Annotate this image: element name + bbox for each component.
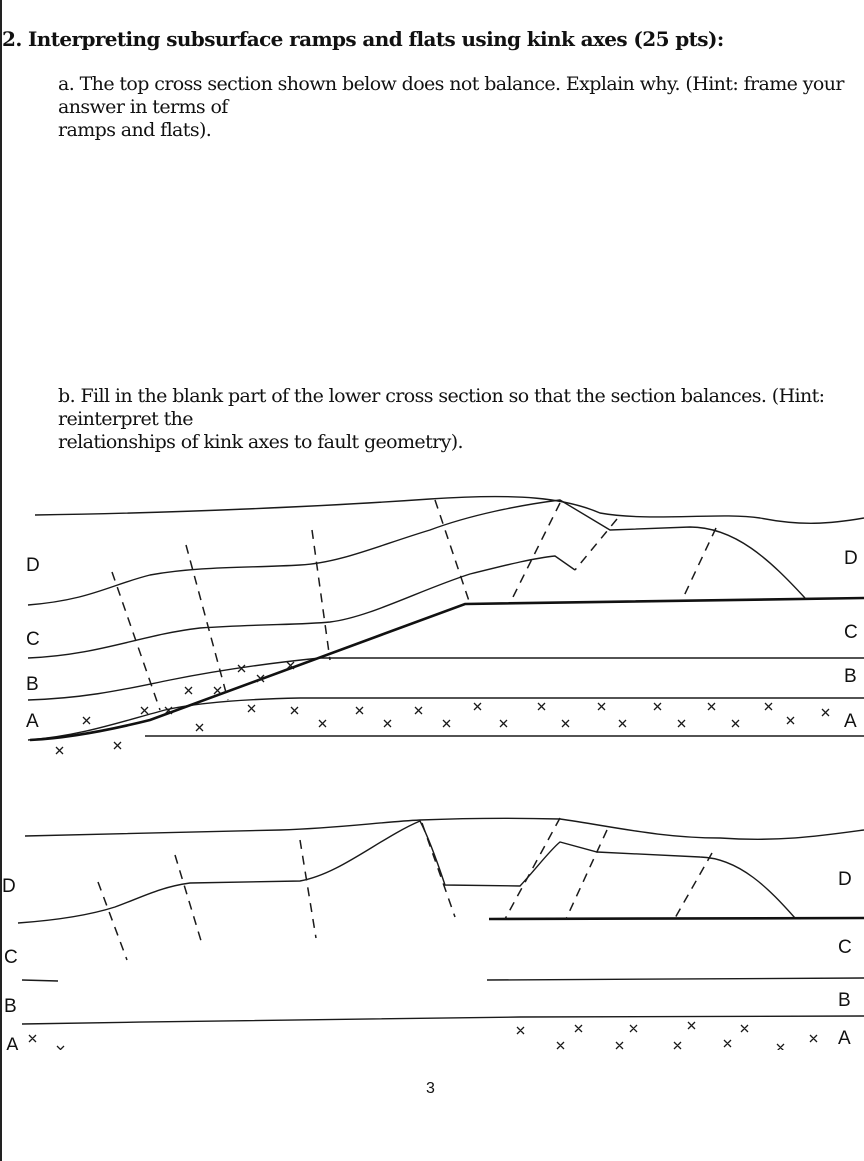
label-b-left: B bbox=[4, 996, 17, 1017]
label-a-right: A bbox=[838, 1028, 851, 1049]
kink-axis bbox=[566, 830, 607, 919]
layer-b-top-horizon bbox=[28, 658, 864, 700]
kink-axis bbox=[435, 500, 470, 604]
layer-c-top-horizon bbox=[28, 556, 575, 658]
top-cross-section bbox=[0, 490, 864, 760]
kink-axis bbox=[510, 503, 560, 603]
label-d-left: D bbox=[2, 876, 16, 897]
layer-c-horizon-right bbox=[487, 978, 864, 980]
layer-b-horizon bbox=[22, 1016, 864, 1024]
label-c-left: C bbox=[4, 947, 18, 968]
label-b-right: B bbox=[844, 666, 857, 687]
label-d-right: D bbox=[838, 869, 852, 890]
label-a-right: A bbox=[844, 711, 857, 732]
kink-axis bbox=[683, 528, 716, 598]
layer-c-horizon-left-stub bbox=[22, 980, 58, 981]
question-part-a: a. The top cross section shown below does not balance. Explain why. (Hint: frame your answer in terms of ramps and flats). bbox=[58, 73, 844, 141]
top-surface-line bbox=[25, 818, 864, 839]
kink-axis bbox=[300, 840, 316, 938]
kink-axis bbox=[98, 882, 127, 960]
kink-axis bbox=[312, 530, 330, 660]
kink-axis bbox=[505, 818, 560, 919]
page-number: 3 bbox=[426, 1080, 435, 1097]
layer-d-top-horizon bbox=[28, 500, 805, 605]
label-b-left: B bbox=[26, 674, 39, 695]
bottom-cross-section bbox=[0, 800, 864, 1050]
thrust-fault bbox=[30, 598, 864, 740]
label-b-right: B bbox=[838, 990, 851, 1011]
x-marks-layer-a bbox=[29, 1022, 817, 1050]
thrust-fault bbox=[489, 918, 864, 919]
question-part-b: b. Fill in the blank part of the lower cross section so that the section balances. (Hint: reinterpret the relationships of kink axes to fault geometry). bbox=[58, 385, 825, 453]
label-a-left: A bbox=[6, 1035, 19, 1050]
label-a-left: A bbox=[26, 711, 39, 732]
label-c-left: C bbox=[26, 629, 40, 650]
question-title: 2. Interpreting subsurface ramps and flats using kink axes (25 pts): bbox=[2, 27, 724, 51]
label-d-left: D bbox=[26, 555, 40, 576]
label-c-right: C bbox=[838, 937, 852, 958]
top-surface-line bbox=[35, 497, 864, 524]
label-d-right: D bbox=[844, 548, 858, 569]
label-c-right: C bbox=[844, 622, 858, 643]
kink-axis bbox=[175, 855, 202, 944]
kink-axis bbox=[575, 519, 617, 570]
kink-axis bbox=[675, 853, 712, 918]
